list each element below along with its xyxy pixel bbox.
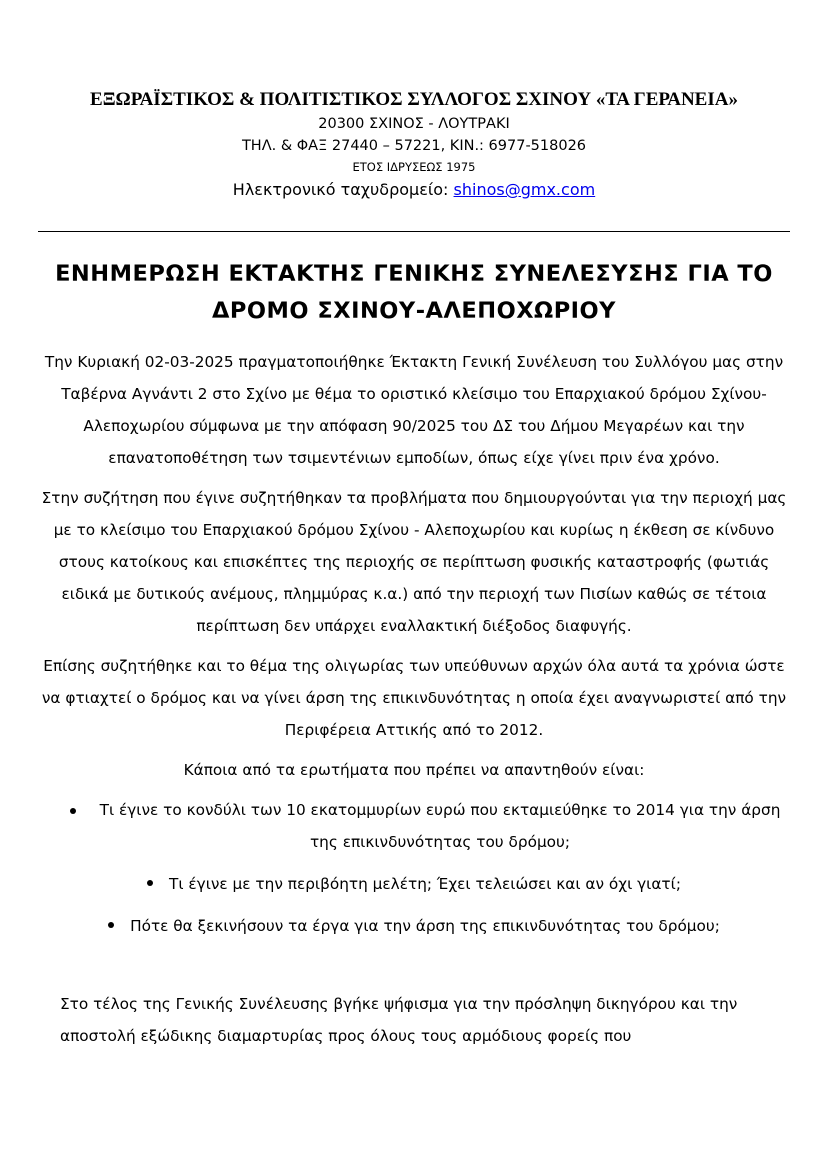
paragraph-meeting: Την Κυριακή 02-03-2025 πραγματοποιήθηκε Έκτακτη Γενική Συνέλευση του Συλλόγου μας στην Ταβέρνα Αγνάντι 2 στο Σχίνο με θέμα το οριστικό κλείσιμο του Επαρχιακού δρόμου Σχίνου-Αλεποχωρίου σύμφωνα με την απόφαση 90/2025 του ΔΣ του Δήμου Μεγαρέων και την επανατοποθέτηση των τσιμεντένιων εμποδίων, όπως είχε γίνει πριν ένα χρόνο. <box>44 353 784 467</box>
paragraph-resolution: Στο τέλος της Γενικής Συνέλευσης βγήκε ψήφισμα για την πρόσληψη δικηγόρου και την αποστολή εξώδικης διαμαρτυρίας προς όλους τους αρμόδιους φορείς που <box>60 995 738 1045</box>
question-item <box>40 868 788 900</box>
bullet-icon <box>108 922 114 928</box>
organization-phone: ΤΗΛ. & ΦΑΞ 27440 – 57221, ΚΙΝ.: 6977-518026 <box>241 138 587 154</box>
email-label: Ηλεκτρονικό ταχυδρομείο: <box>232 180 454 199</box>
bullet-icon <box>147 880 153 886</box>
question-text: Τι έγινε με την περιβόητη μελέτη; Έχει τελειώσει και αν όχι γιατί; <box>169 875 681 893</box>
organization-name: ΕΞΩΡΑΪΣΤΙΚΟΣ & ΠΟΛΙΤΙΣΤΙΚΟΣ ΣΥΛΛΟΓΟΣ ΣΧΙΝΟΥ «ΤΑ ΓΕΡΑΝΕΙΑ» <box>90 89 738 110</box>
bullet-icon <box>70 808 76 814</box>
email-link[interactable]: shinos@gmx.com <box>453 180 596 199</box>
letterhead <box>38 88 790 200</box>
organization-address: 20300 ΣΧΙΝΟΣ - ΛΟΥΤΡΑΚΙ <box>318 116 510 132</box>
question-item <box>40 794 788 858</box>
email-line <box>38 180 790 200</box>
paragraph-discussion: Στην συζήτηση που έγινε συζητήθηκαν τα προβλήματα που δημιουργούνται για την περιοχή μας με το κλείσιμο του Επαρχιακού δρόμου Σχίνου - Αλεποχωρίου και κυρίως η έκθεση σε κίνδυνο στους κατοίκους και επισκέπτες της περιοχής σε περίπτωση φυσικής καταστροφής (φωτιάς ειδικά με δυτικούς ανέμους, πλημμύρας κ.α.) από την περιοχή των Πισίων καθώς σε τέτοια περίπτωση δεν υπάρχει εναλλακτική διέξοδος διαφυγής. <box>41 489 787 635</box>
header-divider <box>38 231 790 232</box>
question-text: Τι έγινε το κονδύλι των 10 εκατομμυρίων ευρώ που εκταμιεύθηκε το 2014 για την άρση της επικινδυνότητας του δρόμου; <box>99 801 781 851</box>
founding-year: ΕΤΟΣ ΙΔΡΥΣΕΩΣ 1975 <box>352 160 476 174</box>
question-item <box>40 910 788 942</box>
question-text: Πότε θα ξεκινήσουν τα έργα για την άρση της επικινδυνότητας του δρόμου; <box>130 917 720 935</box>
document-body <box>40 346 788 952</box>
document-title: ΕΝΗΜΕΡΩΣΗ ΕΚΤΑΚΤΗΣ ΓΕΝΙΚΗΣ ΣΥΝΕΛΕΣΥΣΗΣ ΓΙΑ ΤΟ ΔΡΟΜΟ ΣΧΙΝΟΥ-ΑΛΕΠΟΧΩΡΙΟΥ <box>55 261 773 324</box>
paragraph-negligence: Επίσης συζητήθηκε και το θέμα της ολιγωρίας των υπεύθυνων αρχών όλα αυτά τα χρόνια ώστε να φτιαχτεί ο δρόμος και να γίνει άρση της επικινδυνότητας η οποία έχει αναγνωριστεί από την Περιφέρεια Αττικής από το 2012. <box>41 657 787 739</box>
paragraph-questions-intro: Κάποια από τα ερωτήματα που πρέπει να απαντηθούν είναι: <box>183 761 645 779</box>
